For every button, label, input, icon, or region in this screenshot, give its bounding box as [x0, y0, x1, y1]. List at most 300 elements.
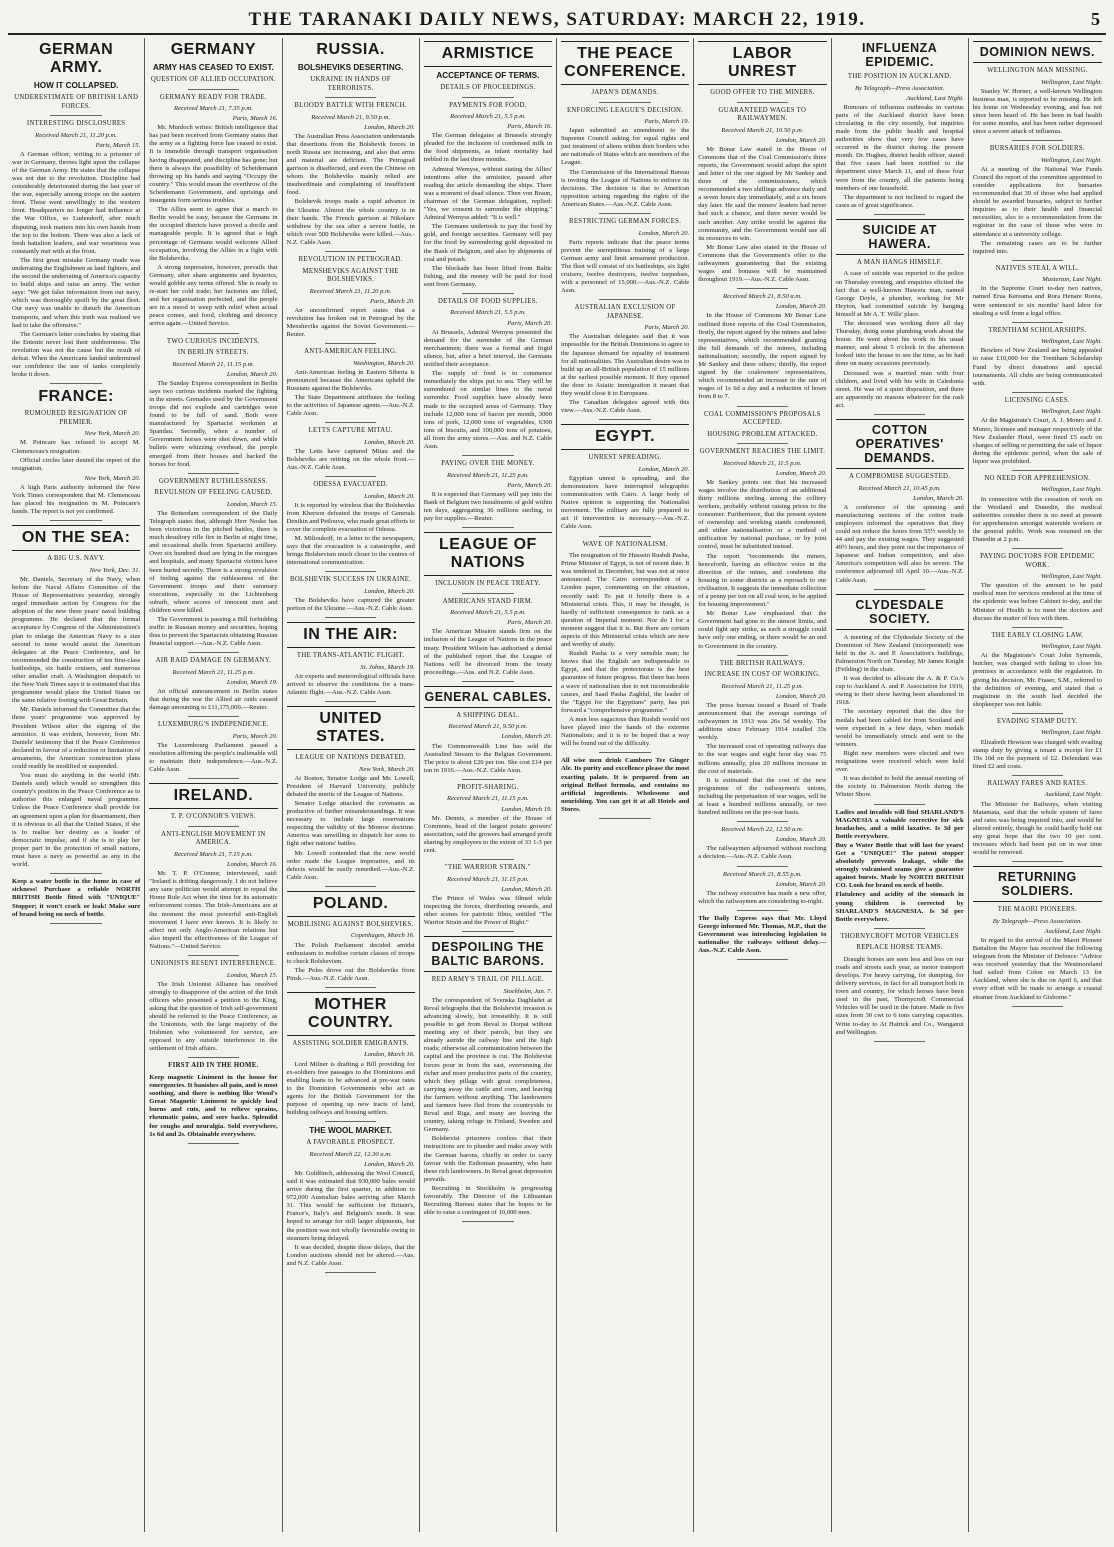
received-time: By Telegraph—Press Association.	[854, 84, 945, 92]
dateline: Washington, March 20.	[353, 359, 415, 367]
article-section-heading: WAVE OF NATIONALISM.	[582, 540, 668, 548]
article-section-heading: NO NEED FOR APPREHENSION.	[984, 474, 1091, 482]
paragraph: At the Magistrate's Court John Symonds, butcher, was charged with failing to close his premises in accordance with the regulation. In giving his decision, Mr. Fraser, S.M., referred to the definition of evening, and stated that a magistrate in the south had decided the shopkeeper was not liable.	[972, 652, 1102, 708]
divider-rule	[50, 520, 101, 521]
received-time: Received March 21, 9.50 p.m.	[448, 723, 528, 731]
dateline: Paris, March 20.	[507, 481, 552, 489]
divider-rule	[462, 681, 513, 682]
paragraph: A conference of the spinning and manufacturing sections of the cotton trade employers informed the operatives that they could not reduce the hours from 55½ weekly to 44 and pay the existing wages. They suggested 49½ hours, and they point out the importance of Japanese and Indian competition, and also America's competition will also be severe. The conference adjourned till April 10.—Aus.-N.Z. Cable Assn.	[835, 503, 964, 584]
paragraph: A meeting of the Clydesdale Society of the Dominion of New Zealand (incorporated) was held in the A. and P. Association's buildings, Palmerston North on Tuesday, Mr James Knight (Feilding) in the chair.	[835, 633, 964, 673]
paragraph: The Luxembourg Parliament passed a resolution affirming the people's inalienable will to maintain their independence.—Aus.-N.Z. Cable Assn.	[149, 742, 278, 774]
article-subheadline: ARMY HAS CEASED TO EXIST.	[153, 63, 274, 72]
divider-rule	[737, 288, 788, 289]
article-deck: A COMPROMISE SUGGESTED.	[849, 473, 951, 480]
paragraph: Recruiting in Stockholm is progressing favourably. The Director of the Lithuanian Recruiting Bureau states that he hopes to be able to raise a contingent of 10,000 men.	[423, 1184, 552, 1217]
paragraph: Mr. Daniels, Secretary of the Navy, when before the Naval Affairs Committee of the House of Representatives yesterday, strongly urged immediate action by Congress for the adoption of the new three years' naval building programme. He declared that the formal acceptance by Congress of the Administration's plan to enlarge the American Navy to a size second to none would assist the American delegates at the Peace Conference, and he recommended the construction of ten first-class battleships, six battle cruisers, and numerous other smaller craft. A Washington despatch to the New York Times says it is estimated that this programme would place the United States on the same relative footing with Great Britain.	[12, 575, 141, 705]
dateline: Auckland, Last Night.	[1044, 791, 1102, 799]
article-deck: ANTI-ENGLISH MOVEMENT IN AMERICA.	[161, 830, 266, 847]
paragraph: The secretary reported that the dies for medals had been cabled for from Scotland and were expected in a few days, when medals would be immediately struck and sent to the winners.	[835, 708, 964, 748]
paragraph: The American Mission stands firm on the inclusion of the League of Nations in the peace treaty. President Wilson has authorised a denial of the published report that the League of Nations will be divorced from the treaty proceedings.—Aus. and N.Z. Cable Assn.	[423, 628, 552, 676]
paragraph: At the Magistrate's Court, A. J. Monro and J. Munro, licensee and manager respectively of the New Zealander Hotel, were fined £5 each on charges of selling or permitting the sale of liquor during the epidemic period, when the sale of liquor was prohibited.	[972, 417, 1102, 465]
paragraph: The Commonwealth Line has sold the Australind Stream to the Belgian Government. The price is about £20 per ton. She cost £14 per ton in 1916.—Aus.-N.Z. Cable Assn.	[423, 742, 552, 774]
received-time: Received March 21, 10.45 p.m.	[858, 484, 941, 492]
article-headline: LEAGUE OF NATIONS	[424, 532, 552, 576]
article	[698, 293, 826, 406]
paragraph: Buy a Water Bottle that will last for years! Get a "UNIQUE!" The patent stopper absolutely prevents leakage, while the strongly vulcanised seams give a guarantee against bursts. Made by NORTH BRITISH CO. Look for brand on neck of bottle.	[835, 841, 964, 890]
received-time: Received March 21, 11.15 p.m.	[447, 795, 529, 803]
article-deck: UNDERESTIMATE OF BRITISH LAND FORCES.	[14, 94, 139, 110]
dateline: London, March 20.	[775, 836, 827, 844]
article	[287, 481, 415, 572]
paragraph: Mr. Dennis, a member of the House of Commons, head of the largest potato growers' association, said the growers had arranged profit sharing by employees to the extent of 33 1-3 per cent.	[423, 814, 552, 854]
paragraph: It was decided to allocate the A. & P. Co.'s cup to Auckland A. and P. Association for 1919, owing to their show having been abandoned in 1918.	[835, 675, 964, 707]
article-headline: LABOR UNREST	[698, 41, 826, 85]
paragraph: The supply of food is to commence immediately the ships put to sea. They will be surrendered on similar lines to the naval surrender. Food supplies have already been made to the occupied areas of Germany. They include 12,000 tons of bacon per month, 3000 tons of pork, 12,000 tons of vegetables, 6300 tons of biscuits, and 100,000 tons of potatoes, all from the army stores.—Aus. and N.Z. Cable Assn.	[423, 370, 552, 450]
received-time: Received March 21, 11.25 p.m.	[447, 471, 529, 479]
dateline: Paris, March 20.	[507, 319, 552, 327]
dateline: London, March 20.	[364, 123, 415, 131]
article-headline: COTTON OPERATIVES' DEMANDS.	[836, 419, 964, 469]
divider-rule	[188, 826, 239, 827]
divider-rule	[737, 866, 788, 867]
article-headline: MOTHER COUNTRY.	[287, 992, 415, 1036]
article-deck: QUESTION OF ALLIED OCCUPATION.	[150, 76, 276, 83]
divider-rule	[325, 1121, 376, 1122]
dateline: London, March 16.	[226, 860, 278, 868]
received-time: Received March 21, 5.5 p.m.	[450, 309, 526, 317]
article	[287, 576, 415, 618]
column-6	[694, 38, 831, 1532]
dateline: London, March 20.	[775, 469, 827, 477]
paragraph: A German officer, writing to a prisoner of war in Germany, throws light upon the collapse of the German Army. He states that the collapse was not due to the revolution. Discipline had considerably deteriorated during the last year of the war, especially among troops on the eastern front. These went unwillingly to the western front. Headquarters no longer had influence at the War Office, so Ludendorff, after much disputing, took matters into his own hands from the top to the bottom. There was also a lack of fresh battalion leaders, and war weariness was constantly met with at the front.	[12, 150, 141, 255]
paragraph: In the Supreme Court to-day two natives, named Erua Kereama and Rora Henare Rorea, were sentenced to six months' hard labor for stealing a will from a legal office.	[972, 285, 1102, 317]
dateline: London, March 20.	[501, 733, 552, 741]
article-section-heading: GOVERNMENT RUTHLESSNESS.	[158, 477, 268, 485]
article	[698, 826, 826, 866]
divider-rule	[462, 593, 513, 594]
paragraph: An official announcement in Berlin states that during the war the Allied air raids caused damage amounting to £11,175,000.—Reuter.	[149, 688, 278, 712]
paragraph: The Irish Unionist Alliance has resolved strongly to disapprove of the action of the Irish officers who presented a petition to the King, asking that the question of Irish self-government should be referred to the Peace Conference, as the Unionists, with the large majority of the Irishmen who volunteered for service, are opposed to any outside interference in the settlement of Irish affairs.	[149, 980, 278, 1053]
advertisement	[12, 878, 140, 923]
article	[287, 427, 415, 477]
paragraph: Mr Bonar Law stated in the House of Commons that of the Coal Commission's three reports, the Government would adopt the spirit and letter of the one signed by Mr Sankey and three of the commissioners, which recommended a two shillings advance daily and a seven hours day immediately, and a six hours day later. He said the miners' leaders had never had such a chance, and there never would be such another. Any strike would be against the community, and the Government would use all its resources to win.	[698, 145, 827, 242]
paragraph: Japan submitted an amendment to the Supreme Council asking for equal rights and just treatment of aliens within their borders who are nationals of States which are members of the League.	[561, 127, 690, 167]
dateline: London, March 20.	[364, 438, 415, 446]
paragraph: The Canadian delegates agreed with this view.—Aus.-N.Z. Cable Assn.	[561, 399, 690, 415]
paragraph: In the House of Commons Mr Bonar Law outlined three reports of the Coal Commission, firstly, the report signed by the miners and labor representatives, which recommended granting the full demands of the miners, including nationalisation; secondly, the report signed by Mr Sankey and three others; thirdly, the report signed by the coalowners' representatives, which recommended an increase in the rate of wages of 1s 6d a day and a reduction of hours from 8 to 7.	[698, 312, 827, 401]
dateline: New York, March 20.	[84, 430, 141, 438]
paragraph: The German delegates at Brussels strongly pleaded for the inclusion of condensed milk in the food shipments, as infant mortality had trebled in the last three months.	[423, 132, 552, 164]
article	[287, 992, 415, 1122]
paragraph: Bolshevist prisoners confess that their instructions are to plunder and make away with the German barons, chiefly in order to carry favour with the Esthonian peasantry, who hate these rich landowners. In Reval great depression prevails.	[423, 1135, 552, 1183]
masthead	[8, 7, 1106, 35]
paragraph: A man less sagacious than Rushdi would not have played into the hands of the extreme Nationalists; and it is to be hoped that a way will be found out of the difficulty.	[561, 715, 690, 748]
article-subheadline: THE WOOL MARKET.	[309, 1126, 392, 1136]
article	[973, 265, 1102, 323]
article-section-heading: THE EARLY CLOSING LAW.	[991, 631, 1084, 639]
article-section-heading: PAYING OVER THE MONEY.	[441, 460, 535, 468]
paragraph: It is reported by wireless that the Bolsheviks from Kherson defeated the troops of Generals Denikin and Petlouva, who made great efforts to cover the complete evacuation of Odessa.	[286, 501, 415, 533]
dateline: Wellington, Last Night.	[1041, 486, 1102, 494]
article	[973, 327, 1102, 393]
divider-rule	[188, 1057, 239, 1058]
dateline: Paris, March 16.	[232, 115, 278, 123]
paragraph: The first great mistake Germany made was underrating the Englishmen as land fighters, and the second the underrating of America's capacity to build ships and raise an army. The writer says: "We got false information from our navy, which was thoroughly spoilt by the great fleet. Our navy was unable to disturb the American transports, and when this truth was realised we had to take the offensive."	[12, 256, 141, 329]
article	[12, 41, 140, 384]
paragraph: The railwaymen adjourned without reaching a decision.—Aus.-N.Z. Cable Assn.	[698, 845, 827, 861]
article-headline: SUICIDE AT HAWERA.	[836, 219, 964, 255]
article	[287, 348, 415, 423]
divider-rule	[325, 1272, 376, 1273]
dateline: Auckland, Last Night.	[1044, 927, 1102, 935]
dateline: London, March 19.	[501, 805, 552, 813]
article-section-heading: NATIVES STEAL A WILL.	[995, 264, 1080, 272]
divider-rule	[188, 473, 239, 474]
article	[561, 41, 689, 214]
article	[287, 622, 415, 702]
article	[561, 541, 689, 754]
divider-rule	[50, 923, 101, 924]
paragraph: The Polish Parliament decided amidst enthusiasm to mobilise certain classes of troops to check Bolshevism.	[286, 941, 415, 965]
article	[698, 411, 826, 656]
article	[287, 891, 415, 988]
article-headline: POLAND.	[287, 891, 415, 917]
received-time: Received March 21, 8.55 p.m.	[722, 870, 802, 878]
article-headline: GERMAN ARMY.	[39, 41, 114, 76]
divider-rule	[599, 419, 650, 420]
dateline: Wellington, Last Night.	[1041, 78, 1102, 86]
article-headline: CLYDESDALE SOCIETY.	[836, 594, 964, 630]
dateline: New York, Dec. 31.	[89, 566, 141, 574]
received-time: Received March 21, 7.35 p.m.	[173, 105, 253, 112]
paragraph: The Australian Press Association understands that desertions from the Bolshevik forces in north Russia are increasing, and also that arms and material are deficient. The Petrograd garrison is disaffected, and even the Chinese on whom the Bolsheviks mainly relied are insubordinate and complaining of insufficient food.	[286, 132, 415, 197]
divider-rule	[1012, 470, 1064, 471]
dateline: London, March 15.	[226, 500, 278, 508]
dateline: New York, March 20.	[84, 474, 141, 482]
article-deck: INCREASE IN COST OF WORKING.	[704, 671, 821, 679]
paragraph: Mr Bonar Law also stated in the House of Commons that the Government's offer to the railwaymen guaranteeing that the existing wages and bonuses will be maintained throughout 1919.—Aus.-N.Z. Cable Assn.	[698, 243, 827, 284]
paragraph: The Government is passing a Bill forbidding traffic in Russian money and securities, hoping thus to prevent the Spartacists obtaining Russian financial support.—Aus.-N.Z. Cable Assn.	[149, 616, 278, 648]
paragraph: Bolshevik troops made a rapid advance in the Ukraine. Almost the whole country is in their hands. The French garrison at Nikolaev withdrew by the sea after a severe battle, in which over 500 Bolsheviks were killed.—Aus.-N.Z. Cable Assn.	[286, 198, 415, 246]
divider-rule	[1012, 392, 1064, 393]
article	[698, 871, 826, 911]
article-subheadline: BOLSHEVIKS DESERTING.	[297, 63, 404, 72]
column-7	[832, 38, 969, 1532]
paragraph: All wise men drink Camboro Tee Ginger Ale. Its purity and excellence please the most exacting palate. It is prepared from an original Belfast formula, and contains no artificial ingredients. Wholesome and nourishing. You can get it at all Hotels and Stores.	[561, 757, 690, 813]
article	[424, 532, 552, 682]
divider-rule	[1012, 548, 1064, 549]
article-deck: UKRAINE IN HANDS OF TERRORISTS.	[310, 76, 391, 92]
dateline: Paris, March 15.	[95, 141, 141, 149]
article	[698, 41, 826, 289]
article-section-heading: DETAILS OF FOOD SUPPLIES.	[437, 297, 538, 305]
article-headline: IRELAND.	[149, 783, 277, 809]
dateline: Copenhagen, March 16.	[350, 932, 415, 940]
article	[424, 864, 552, 932]
divider-rule	[462, 779, 513, 780]
paragraph: Right new members were elected and two resignations were received which were held over.	[835, 749, 964, 774]
article-headline: ON THE SEA:	[12, 525, 140, 551]
paragraph: Mr. Lowell contended that the new world order made the League imperative, and its defects would be easily remedied.—Aus.-N.Z. Cable Assn.	[286, 849, 415, 881]
divider-rule	[462, 293, 513, 294]
paragraph: Admiral Wemyss, without stating the Allies' intentions after the armistice, passed after reading the article demanding the ships. There was a moment of dead silence. Then von Braun, chairman of the German delegation, replied: "Yes, we consent to surrender the shipping." Admiral Wemyss added: "It is well."	[423, 165, 552, 222]
dateline: Wellington, Last Night.	[1041, 338, 1102, 346]
article-deck: ASSISTING SOLDIER EMIGRANTS.	[292, 1039, 409, 1047]
paragraph: Elizabeth Hewison was charged with evading stamp duty by giving a tenant a receipt for £1 19s 10d on the payment of £2. Defendant was fined £2 and costs.	[972, 738, 1102, 770]
article-section-heading: LETTS CAPTURE MITAU.	[308, 427, 393, 435]
paragraph: At Boston, Senator Lodge and Mr. Lowell, President of Harvard University, publicly debated the merits of the League of Nations.	[286, 774, 415, 798]
article-deck: A MAN HANGS HIMSELF.	[857, 258, 943, 266]
article	[149, 657, 277, 717]
paragraph: Flatulency and acidity of the stomach in young children is corrected by SHARLAND'S MAGNESIA. Is 3d per Bottle everywhere.	[835, 891, 964, 923]
received-time: Received March 21, 11.15 p.m.	[447, 875, 529, 883]
article-deck: A SHIPPING DEAL.	[456, 711, 520, 719]
article	[149, 338, 277, 474]
article	[287, 706, 415, 887]
divider-rule	[1012, 775, 1064, 776]
paragraph: M. Milioukoff, in a letter to the newspapers, says that the evacuation is a catastrophe, and brings Bolshevism much closer to the centres of international communication.	[286, 535, 415, 567]
article-subheadline: HOW IT COLLAPSED.	[33, 81, 119, 90]
advertisement	[836, 809, 964, 929]
article	[149, 41, 277, 334]
divider-rule	[325, 343, 376, 344]
columns-container	[8, 38, 1106, 1532]
divider-rule	[462, 97, 513, 98]
article-section-heading: PAYING DOCTORS FOR EPIDEMIC WORK.	[980, 553, 1095, 569]
article	[973, 397, 1102, 471]
received-time: Received March 21, 5.5 p.m.	[450, 609, 526, 617]
article	[561, 304, 689, 420]
advertisement	[149, 1062, 277, 1143]
divider-rule	[325, 701, 376, 702]
dateline: London, March 20.	[364, 1160, 415, 1168]
divider-rule	[325, 571, 376, 572]
article-deck: INTERESTING DISCLOSURES	[26, 120, 126, 127]
paragraph: The deceased was working there all day Thursday, doing some plumbing work about the house. He went about his work in his usual manner, and about 5 o'clock in the afternoon looked into the house to see the time, as he had done on many occasions previously.	[835, 319, 964, 368]
article-section-heading: REVOLUTION IN PETROGRAD.	[298, 256, 403, 263]
divider-rule	[1012, 322, 1064, 323]
dateline: Wellington, Last Night.	[1041, 729, 1102, 737]
dateline: Paris, March 20.	[507, 619, 552, 627]
paragraph: The Rotterdam correspondent of the Daily Telegraph states that, although Herr Noske has been victorious in the pitched battles, there is much desultory rifle fire in Berlin at night time, and occasional shells from Spartacist artillery. Over six hundred dead are lying in the morgues and hospitals, and many Spartacist victims have been buried secretly. There is a strong revulsion of feeling against the ruthlessness of the Government troops and their summary executions, especially in the Lichtenberg suburb, where scores of innocent men and children were killed.	[149, 509, 278, 614]
dateline: London, March 20.	[638, 465, 690, 473]
article-section-heading: LUXEMBURG'S INDEPENDENCE.	[158, 721, 269, 729]
article	[424, 686, 552, 780]
paragraph: Deceased was a married man with four children, and lived with his wife in Caledonia street. He was of a quiet disposition, and there are apparently no reasons whatever for the rash act.	[835, 369, 964, 409]
divider-rule	[188, 716, 239, 717]
article	[424, 298, 552, 456]
paragraph: The Minister for Railways, when visiting Matamata, said that the whole system of fares and rates was being inquired into, and would be altered entirely, though he could hardly hold out any great hope that the two 10 per cent. increases which had been put on in war time would be removed.	[972, 800, 1102, 857]
article	[698, 660, 826, 823]
article	[973, 632, 1102, 714]
dateline: London, March 20.	[364, 587, 415, 595]
divider-rule	[874, 214, 925, 215]
paragraph: The department is not inclined to regard the cases as of great significance.	[835, 193, 964, 209]
article-deck: JAPAN'S DEMANDS.	[591, 89, 659, 96]
article-section-heading: EVADING STAMP DUTY.	[997, 717, 1078, 725]
advertisement	[698, 915, 826, 960]
article	[287, 1126, 415, 1273]
paragraph: The Poles drove out the Bolsheviks from Pinsk.—Aus.-N.Z. Cable Assn.	[286, 966, 415, 982]
paragraph: Ladies and invalids will find SHARLAND'S MAGNESIA a valuable corrective for sick headaches, and a mild laxative. Is 3d per Bottle everywhere.	[835, 808, 964, 840]
dateline: London, March 20.	[638, 229, 690, 237]
received-time: Received March 21, 11.20 p.m.	[309, 287, 392, 295]
divider-rule	[462, 859, 513, 860]
paragraph: Senator Lodge attacked the covenants as productive of further misunderstandings. It was necessary to include large reservations respecting the validity of the Monroe doctrine. America was unwilling to dispatch her sons to fight other nations' battles.	[286, 799, 415, 848]
divider-rule	[737, 959, 788, 960]
paragraph: It is estimated that the cost of the new programme of the railwaymen's unions, including the perpetuation of war wages, will be at least a hundred millions annually, or two hundred millions on the pre-war basis.	[698, 776, 827, 817]
divider-rule	[737, 821, 788, 822]
paragraph: It was decided to hold the annual meeting of the society in Palmerston North during the Winter Show.	[835, 775, 964, 799]
paragraph: The Allies seem to agree that a march to Berlin would be easy, because the Germans in the occupied districts have proved a docile and manageable people. It is agreed that a high percentage of Germans would welcome Allied occupation, involving the Allies in a fight with the Bolsheviks.	[149, 206, 278, 262]
dateline: Auckland, Last Night.	[906, 94, 964, 102]
paragraph: You must do anything in the world (Mr. Daniels said) which would so strengthen this country's position in the Peace Conference as to authorise this enlarged naval programme. Unless the Peace Conference shall provide for an agreement upon a plan for disarmament, then it is obvious to all that the United States, if she is to realise her destiny as a leader of democratic impulse, and if she is to play her proper part in the protection of small nations, must have a navy as powerful as any in the world.	[12, 772, 141, 869]
divider-rule	[188, 652, 239, 653]
article	[12, 388, 140, 521]
article	[287, 256, 415, 344]
divider-rule	[462, 527, 513, 528]
dateline: London, March 20.	[364, 492, 415, 500]
dateline: London, March 20.	[775, 303, 827, 311]
dateline: London, March 20.	[501, 885, 552, 893]
paragraph: It was decided, despite these delays, that the London auctions should not be altered.—Aus. and N.Z. Cable Assn.	[286, 1243, 415, 1267]
column-4	[420, 38, 557, 1532]
divider-rule	[188, 1143, 239, 1144]
article-section-heading: RESTRICTING GERMAN FORCES.	[569, 218, 682, 226]
article	[424, 460, 552, 528]
advertisement	[561, 757, 689, 819]
article-deck: GOOD OFFER TO THE MINERS.	[710, 89, 815, 96]
article	[836, 933, 964, 1042]
column-1	[8, 38, 145, 1532]
paragraph: Paris reports indicate that the peace terms prevent the surreptitious training of a large German army and limit armament production. The fleet will consist of six battleships, six light cruisers, twelve destroyers, twelve torpedoes, with a personnel of 15,000.—Aus.-N.Z. Cable Assn.	[561, 238, 690, 295]
dateline: Paris, March 16.	[507, 123, 552, 131]
dateline: London, March 15.	[226, 971, 278, 979]
article	[836, 41, 964, 215]
paragraph: The press bureau issued a Board of Trade announcement that the average earnings of railwaymen in 1913 was 26s 5d weekly. The additions since February 1914 totalled 33s weekly.	[698, 701, 827, 742]
divider-rule	[325, 987, 376, 988]
article-deck: REPLACE HORSE TEAMS.	[856, 944, 943, 952]
article	[149, 478, 277, 654]
paragraph: Mr. Murdoch writes: British intelligence that has just been received from Germany states that the army as a fighting force has ceased to exist. It is immobile through transport organisation having disappeared, and discipline has gone; but there is always the possibility of Scheidemann throwing up his hands and saying "Occupy the country." This would mean the overthrow of the Scheidemann Government, and uprisings and insurgents form serious troubles.	[149, 124, 278, 205]
received-time: Received March 21, 11.15 p.m.	[172, 360, 255, 368]
article-section-heading: ANTI-AMERICAN FEELING.	[304, 348, 398, 356]
divider-rule	[188, 955, 239, 956]
divider-rule	[325, 886, 376, 887]
dateline: Wellington, Last Night.	[1041, 408, 1102, 416]
article	[836, 419, 964, 590]
article-headline: GERMANY	[170, 41, 257, 58]
article-deck: T. P. O'CONNOR'S VIEWS.	[170, 813, 256, 821]
article-deck: REVULSION OF FEELING CAUSED.	[154, 489, 273, 497]
received-time: Received March 21, 5.5 p.m.	[450, 113, 526, 120]
received-time: Received March 21, 7.15 p.m.	[173, 850, 253, 858]
divider-rule	[50, 873, 101, 874]
article-headline: THE PEACE CONFERENCE.	[561, 41, 689, 85]
paragraph: The Bolsheviks have captured the greater portion of the Ukraine.—Aus.-N.Z. Cable Assn.	[286, 597, 415, 613]
received-time: Received March 21, 11.5 p.m.	[723, 459, 802, 467]
masthead-title: THE TARANAKI DAILY NEWS, SATURDAY: MARCH 22, 1919.	[248, 9, 866, 30]
dateline: London, March 20.	[775, 880, 827, 888]
column-2	[145, 38, 282, 1532]
divider-rule	[462, 931, 513, 932]
dateline: London, March 20.	[913, 494, 964, 502]
paragraph: Rumours of influenza outbreaks in various parts of the Auckland district have been circulating in the city recently, but inquiries made from the public health and hospital authorities show that very few cases have occurred in the district during the present month. Dr. Hughes, district health officer, stated that five cases had been notified to the department since March 11, and of these four were from the country, all the patients being members of one household.	[835, 103, 964, 192]
article-headline: FRANCE:	[38, 388, 114, 406]
article-section-heading: TRENTHAM SCHOLARSHIPS.	[988, 326, 1087, 334]
paragraph: The remaining cases are to be further inquired into.	[972, 239, 1102, 255]
article-deck: GERMANY READY FOR TRADE.	[159, 93, 267, 101]
paragraph: At a meeting of the National War Funds Council the report of the committee appointed to consider applications for bursaries recommended that 39 of those who had applied should be awarded bursaries, subject to further inquiries as to their health and financial necessities, also to a recommendation from the registrar in the case of those who were in attendance at a university college.	[972, 165, 1102, 238]
paragraph: Mr Sankey points out that his increased wages involve the distribution of an additional thirty millions sterling among the colliery workers, probably without raising prices to the consumer. Furthermore, that the present system of ownership and working stands condemned, and either nationalisation or a method of unification by national purchase, or by joint control, must be substituted instead.	[698, 478, 827, 551]
article-headline: RUSSIA.	[316, 41, 385, 58]
paragraph: The increased cost of operating railways due to the war wages and eight hour day was 75 millions annually, plus 20 millions increase in the cost of materials.	[698, 743, 827, 775]
divider-rule	[1012, 861, 1064, 862]
article-section-heading: THORNYCROFT MOTOR VEHICLES	[840, 932, 959, 940]
article-deck: GUARANTEED WAGES TO RAILWAYMEN.	[718, 106, 807, 122]
article-headline: IN THE AIR:	[287, 622, 415, 648]
divider-rule	[599, 299, 650, 300]
divider-rule	[874, 928, 925, 929]
paragraph: Mr. Goldfinch, addressing the Wool Council, said it was estimated that 930,000 bales would arrive during the first quarter, in addition to 972,000 Australian bales arriving after March 31. This would be sufficient for Britain's, France's, Italy's and Belgium's needs. It was hoped to arrange for still larger shipments, but the position was not wholly favourable owing to steamers being delayed.	[286, 1169, 415, 1242]
paragraph: The State Department attributes the feeling to the activities of Japanese agents.—Aus.-N.Z. Cable Assn.	[286, 393, 415, 418]
article-section-heading: COAL COMMISSION'S PROPOSALS ACCEPTED.	[704, 410, 821, 426]
divider-rule	[50, 115, 101, 116]
article-section-heading: AUSTRALIAN EXCLUSION OF JAPANESE.	[574, 304, 676, 320]
article	[973, 780, 1102, 862]
received-time: Received March 21, 10.50 p.m.	[721, 126, 804, 134]
paragraph: The railway executive has made a new offer, which the railwaymen are considering to-night.	[698, 889, 827, 905]
divider-rule	[737, 443, 788, 444]
divider-rule	[1012, 260, 1064, 261]
paragraph: In connection with the cessation of work on the Westland and Dunedin, the medical authorities consider there is no need at present for apprehension amongst waterside workers or the general public. Work was resumed on the Dunedin at 2 p.m.	[972, 495, 1102, 544]
divider-rule	[599, 102, 650, 103]
article-deck: THE TRANS-ATLANTIC FLIGHT.	[296, 652, 405, 660]
paragraph: The Germans undertook to pay the food by gold, and foreign securities. Germany will pay for the food by surrendering gold deposited in the Bank of Belgium, and also by shipments of coal and potash.	[423, 223, 552, 263]
page-number: 5	[1091, 9, 1100, 29]
paragraph: In regard to the arrival of the Maori Pioneer Battalion the Mayor has received the following telegram from the Minister of Defence: "Advice was received yesterday that the Westmoreland had sailed from Colon on March 13 for Auckland, where she is due on April 6, and that every effort will be made to arrange a coastal steamer from Auckland to Gisborne."	[972, 936, 1102, 1001]
article-section-heading: AIR RAID DAMAGE IN GERMANY.	[155, 657, 272, 665]
article-section-heading: UNIONISTS RESENT INTERFERENCE.	[150, 960, 277, 967]
received-time: Received March 21, 11.20 p.m.	[35, 131, 117, 139]
article-headline: INFLUENZA EPIDEMIC.	[861, 41, 938, 69]
article-section-heading: ODESSA EVACUATED.	[313, 481, 388, 489]
paragraph: At Brussels, Admiral Wemyss presented the demand for the surrender of the German merchantmen; there was a formal and frigid silence, but, after a brief interval, the Germans notified their acceptance.	[423, 328, 552, 369]
paragraph: A high Paris authority informed the New York Times correspondent that M. Clemenceau has placed his resignation in M. Poincare's hands. The report is not yet confirmed.	[12, 483, 141, 516]
article-deck: THE MAORI PIONEERS.	[997, 906, 1077, 914]
paragraph: Lord Milner is drafting a Bill providing for ex-soldiers free passages to the Dominions and enabling loans to be advanced at pre-war rates to the Dominion Governments who act as agents for the British Government for the purpose of opening up new tracts of land, building railways and housing settlers.	[286, 1060, 415, 1117]
divider-rule	[325, 422, 376, 423]
article	[12, 525, 140, 874]
dateline: Wellington, Last Night.	[1041, 156, 1102, 164]
article-deck: THE POSITION IN AUCKLAND.	[847, 73, 952, 80]
received-time: Received March 21, 8.50 a.m.	[722, 293, 802, 301]
received-time: Received March 21, 11.25 p.m.	[721, 682, 804, 690]
paragraph: Mr Bonar Law emphasised that the Government had gone to the utmost limits, and could fight any strike, as each a struggle could have only one ending, or there would be an end to Government in the country.	[698, 610, 827, 650]
column-5	[557, 38, 694, 1532]
divider-rule	[737, 655, 788, 656]
paragraph: Mr. Daniels informed the Committee that the three years' programme was approved by President Wilson after the signing of the armistice. It was evident, however, from Mr. Daniels' testimony that if the Peace Conference declared in favour of a reduction or limitation of armaments, the American construction plans could readily be modified or suspended.	[12, 706, 141, 770]
divider-rule	[462, 1221, 513, 1222]
article-section-heading: LICENSING CASES.	[1004, 396, 1070, 404]
divider-rule	[1012, 627, 1064, 628]
dateline: London, March 20.	[775, 136, 827, 144]
divider-rule	[188, 778, 239, 779]
paragraph: The Prince of Wales was filmed while inspecting the forces, distributing rewards, and other scenes for patriotic films, entitled "The Warrior Strain and the Power of Right."	[423, 894, 552, 927]
divider-rule	[325, 476, 376, 477]
article-section-heading: PROFIT-SHARING.	[457, 783, 519, 791]
article	[973, 866, 1102, 1006]
